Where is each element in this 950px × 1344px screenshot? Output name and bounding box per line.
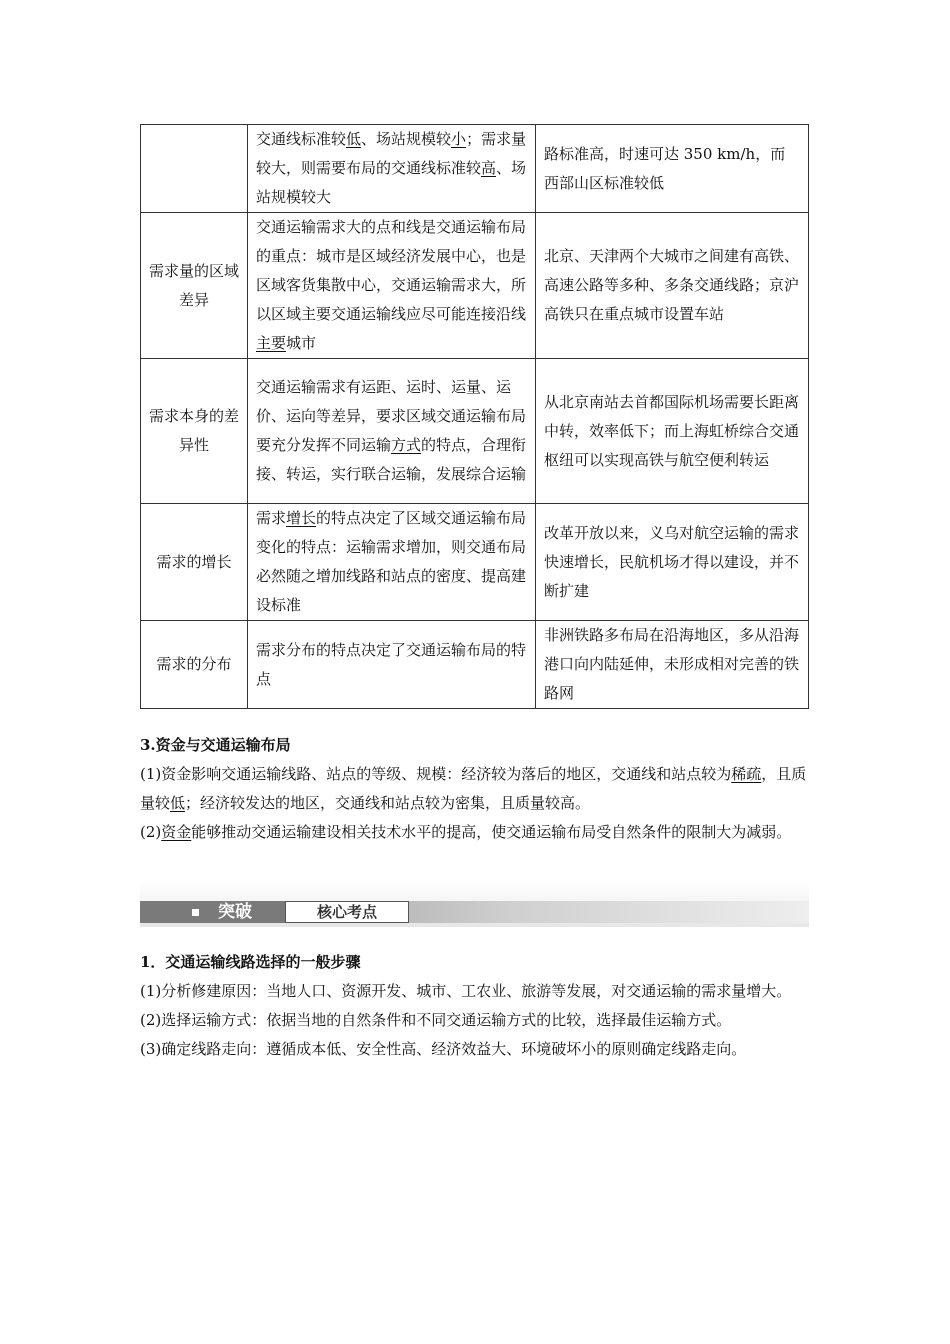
example-cell: 从北京南站去首都国际机场需要长距离中转，效率低下；而上海虹桥综合交通枢纽可以实现高铁与航空便利转运 xyxy=(536,359,809,504)
paragraph: (2)资金能够推动交通运输建设相关技术水平的提高，使交通运输布局受自然条件的限制大为减弱。 xyxy=(140,823,792,841)
example-cell: 北京、天津两个大城市之间建有高铁、高速公路等多种、多条交通线路；京沪高铁只在重点城市设置车站 xyxy=(536,213,809,359)
section-banner xyxy=(140,880,809,927)
factor-cell: 需求的增长 xyxy=(141,504,248,621)
paragraph: (3)确定线路走向：遵循成本低、安全性高、经济效益大、环境破坏小的原则确定线路走向。 xyxy=(140,1040,747,1058)
table-row xyxy=(141,213,809,359)
paragraph: (1)资金影响交通运输线路、站点的等级、规模：经济较为落后的地区，交通线和站点较为稀疏，且质量较低；经济较发达的地区，交通线和站点较为密集，且质量较高。 xyxy=(140,765,807,812)
description-cell: 交通线标准较低、场站规模较小；需求量较大，则需要布局的交通线标准较高、场站规模较大 xyxy=(248,125,536,213)
table-row xyxy=(141,125,809,213)
factor-cell: 需求量的区域差异 xyxy=(141,213,248,359)
description-cell: 交通运输需求大的点和线是交通运输布局的重点：城市是区域经济发展中心，也是区域客货集散中心，交通运输需求大，所以区域主要交通运输线应尽可能连接沿线主要城市 xyxy=(248,213,536,359)
table-row xyxy=(141,359,809,504)
banner-label: 突破 xyxy=(218,902,252,922)
paragraph: (1)分析修建原因：当地人口、资源开发、城市、工农业、旅游等发展，对交通运输的需求量增大。 xyxy=(140,982,792,1000)
section-title: 1．交通运输线路选择的一般步骤 xyxy=(140,953,361,971)
table-row xyxy=(141,504,809,621)
banner-dark-block xyxy=(140,901,285,923)
section-route-selection xyxy=(140,948,809,1064)
example-cell: 改革开放以来，义乌对航空运输的需求快速增长，民航机场才得以建设，并不断扩建 xyxy=(536,504,809,621)
layout-table-wrapper xyxy=(140,124,809,709)
section-title: 3.资金与交通运输布局 xyxy=(140,736,291,754)
factor-cell: 需求的分布 xyxy=(141,621,248,709)
paragraph: (2)选择运输方式：依据当地的自然条件和不同交通运输方式的比较，选择最佳运输方式。 xyxy=(140,1011,732,1029)
demand-layout-table xyxy=(140,124,809,709)
description-cell: 需求增长的特点决定了区域交通运输布局变化的特点：运输需求增加，则交通布局必然随之增加线路和站点的密度、提高建设标准 xyxy=(248,504,536,621)
square-bullet-icon xyxy=(192,909,199,916)
factor-cell: 需求本身的差异性 xyxy=(141,359,248,504)
description-cell: 交通运输需求有运距、运时、运量、运价、运向等差异，要求区域交通运输布局要充分发挥不同运输方式的特点，合理衔接、转运，实行联合运输，发展综合运输 xyxy=(248,359,536,504)
table-row xyxy=(141,621,809,709)
example-cell: 路标准高，时速可达 350 km/h，而西部山区标准较低 xyxy=(536,125,809,213)
factor-cell xyxy=(141,125,248,213)
example-cell: 非洲铁路多布局在沿海地区，多从沿海港口向内陆延伸，未形成相对完善的铁路网 xyxy=(536,621,809,709)
banner-box-label: 核心考点 xyxy=(285,901,409,923)
section-funding xyxy=(140,731,809,847)
description-cell: 需求分布的特点决定了交通运输布局的特点 xyxy=(248,621,536,709)
